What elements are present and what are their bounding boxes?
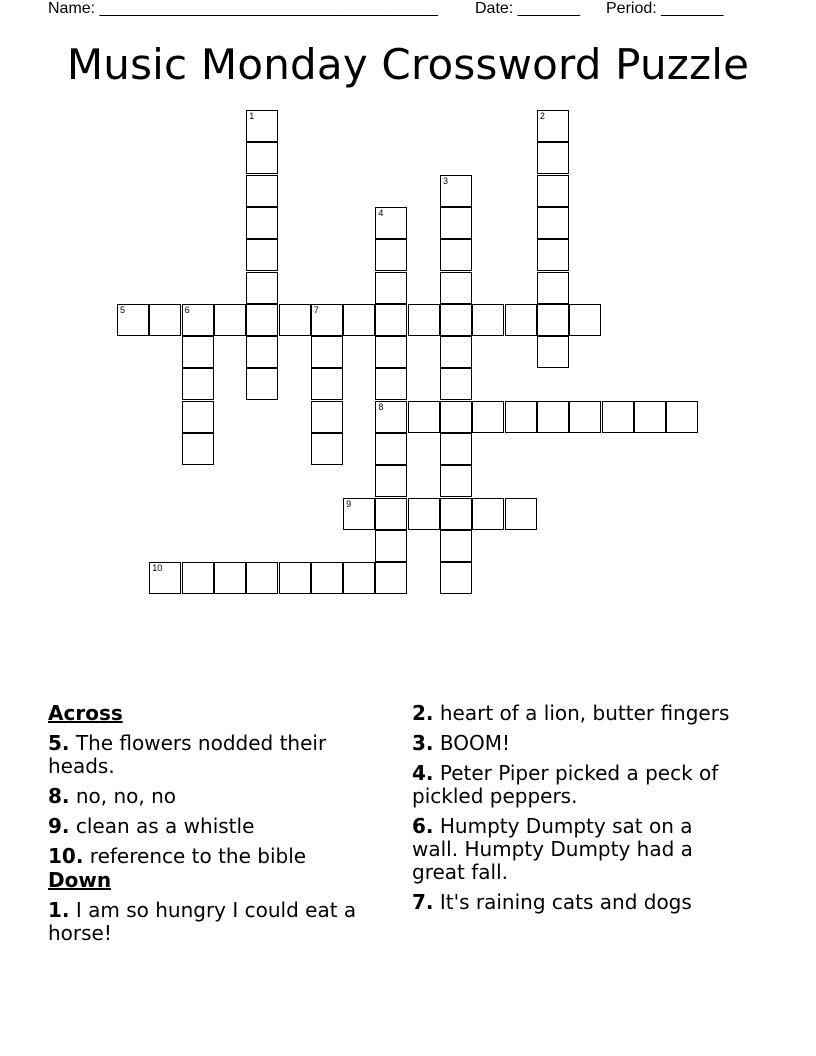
clue-text: reference to the bible	[89, 844, 307, 868]
clue-number: 6.	[412, 814, 434, 838]
crossword-cell[interactable]	[666, 401, 698, 433]
crossword-cell[interactable]	[214, 562, 246, 594]
crossword-cell[interactable]	[634, 401, 666, 433]
clue-number: 3.	[412, 731, 434, 755]
crossword-cell[interactable]	[537, 401, 569, 433]
crossword-cell[interactable]	[602, 401, 634, 433]
crossword-cell[interactable]	[537, 110, 569, 142]
crossword-cell[interactable]	[408, 304, 440, 336]
crossword-cell[interactable]	[440, 530, 472, 562]
clue-number: 8.	[48, 784, 70, 808]
period-field[interactable]: Period: _______	[606, 0, 724, 17]
crossword-cell[interactable]	[440, 336, 472, 368]
crossword-cell[interactable]	[246, 368, 278, 400]
crossword-cell[interactable]	[537, 336, 569, 368]
clue-number: 7.	[412, 890, 434, 914]
crossword-cell[interactable]	[375, 239, 407, 271]
clues-left-column	[48, 702, 393, 952]
crossword-cell[interactable]	[311, 562, 343, 594]
crossword-cell[interactable]	[246, 562, 278, 594]
crossword-cell[interactable]	[505, 304, 537, 336]
crossword-cell[interactable]	[537, 304, 569, 336]
clue-down-3	[412, 732, 742, 755]
crossword-cell[interactable]	[117, 304, 149, 336]
crossword-cell[interactable]	[408, 401, 440, 433]
crossword-cell[interactable]	[472, 498, 504, 530]
crossword-cell[interactable]	[537, 272, 569, 304]
crossword-cell[interactable]	[311, 401, 343, 433]
crossword-cell[interactable]	[182, 304, 214, 336]
clue-across-9	[48, 815, 393, 838]
clue-text: I am so hungry I could eat a horse!	[48, 898, 357, 945]
clue-down-2	[412, 702, 742, 725]
crossword-cell[interactable]	[440, 562, 472, 594]
clue-text: It's raining cats and dogs	[439, 890, 692, 914]
crossword-cell[interactable]	[375, 336, 407, 368]
clue-text: heart of a lion, butter fingers	[439, 701, 730, 725]
crossword-cell[interactable]	[182, 562, 214, 594]
clue-down-1	[48, 899, 393, 945]
across-heading: Across	[48, 701, 123, 725]
crossword-cell[interactable]	[472, 401, 504, 433]
crossword-cell[interactable]	[182, 401, 214, 433]
crossword-cell[interactable]	[537, 175, 569, 207]
clue-number: 10.	[48, 844, 84, 868]
clue-number-label: 2	[539, 111, 545, 121]
name-field[interactable]: Name: ______________________________________	[48, 0, 438, 17]
crossword-cell[interactable]	[311, 304, 343, 336]
crossword-cell[interactable]	[246, 207, 278, 239]
clue-text: The flowers nodded their heads.	[48, 731, 327, 778]
crossword-cell[interactable]	[279, 304, 311, 336]
clue-number: 5.	[48, 731, 70, 755]
clue-number-label: 4	[378, 207, 384, 218]
clue-text: clean as a whistle	[75, 814, 255, 838]
crossword-cell[interactable]	[505, 498, 537, 530]
crossword-cell[interactable]	[375, 304, 407, 336]
crossword-cell[interactable]	[311, 368, 343, 400]
clue-number-label: 6	[184, 304, 190, 315]
crossword-cell[interactable]	[375, 433, 407, 465]
clue-number: 4.	[412, 761, 434, 785]
clue-across-8	[48, 785, 393, 808]
clue-down-7	[412, 891, 742, 914]
crossword-cell[interactable]	[214, 304, 246, 336]
crossword-cell[interactable]	[343, 304, 375, 336]
crossword-cell[interactable]	[537, 142, 569, 174]
crossword-cell[interactable]	[246, 304, 278, 336]
clue-text: BOOM!	[439, 731, 511, 755]
crossword-cell[interactable]	[279, 562, 311, 594]
crossword-cell[interactable]	[182, 336, 214, 368]
crossword-cell[interactable]	[537, 239, 569, 271]
crossword-cell[interactable]	[182, 433, 214, 465]
page-title: Music Monday Crossword Puzzle	[66, 40, 750, 89]
clue-number-label: 7	[313, 304, 319, 315]
crossword-cell[interactable]	[440, 304, 472, 336]
clue-number-label: 10	[152, 563, 163, 574]
crossword-cell[interactable]	[472, 304, 504, 336]
crossword-cell[interactable]	[375, 498, 407, 530]
crossword-cell[interactable]	[537, 207, 569, 239]
clue-text: Peter Piper picked a peck of pickled peppers.	[412, 761, 719, 808]
crossword-cell[interactable]	[246, 175, 278, 207]
crossword-cell[interactable]	[311, 336, 343, 368]
crossword-cell[interactable]	[440, 498, 472, 530]
clue-number: 1.	[48, 898, 70, 922]
crossword-cell[interactable]	[375, 272, 407, 304]
clue-number-label: 1	[249, 111, 255, 121]
clue-text: Humpty Dumpty sat on a wall. Humpty Dumpty had a great fall.	[412, 814, 693, 884]
crossword-cell[interactable]	[182, 368, 214, 400]
clue-number: 9.	[48, 814, 70, 838]
clue-across-5	[48, 732, 393, 778]
crossword-cell[interactable]	[246, 272, 278, 304]
crossword-cell[interactable]	[375, 207, 407, 239]
crossword-cell[interactable]	[408, 498, 440, 530]
clue-number-label: 5	[120, 304, 126, 315]
clue-number-label: 9	[346, 498, 352, 509]
crossword-cell[interactable]	[505, 401, 537, 433]
crossword-cell[interactable]	[569, 401, 601, 433]
crossword-cell[interactable]	[440, 465, 472, 497]
crossword-cell[interactable]	[440, 272, 472, 304]
crossword-cell[interactable]	[440, 433, 472, 465]
clue-down-6	[412, 815, 742, 884]
down-heading: Down	[48, 868, 112, 892]
clue-down-4	[412, 762, 742, 808]
crossword-cell[interactable]	[375, 465, 407, 497]
crossword-cell[interactable]	[311, 433, 343, 465]
clue-across-10	[48, 845, 393, 868]
crossword-cell[interactable]	[569, 304, 601, 336]
clues-right-column	[412, 702, 742, 921]
crossword-cell[interactable]	[375, 368, 407, 400]
clue-text: no, no, no	[75, 784, 177, 808]
crossword-cell[interactable]	[246, 142, 278, 174]
clue-number-label: 8	[378, 401, 384, 412]
crossword-cell[interactable]	[375, 562, 407, 594]
crossword-cell[interactable]	[246, 336, 278, 368]
crossword-cell[interactable]	[440, 239, 472, 271]
crossword-cell[interactable]	[440, 401, 472, 433]
clue-number-label: 3	[443, 175, 449, 186]
crossword-cell[interactable]	[440, 175, 472, 207]
crossword-cell[interactable]	[440, 207, 472, 239]
crossword-cell[interactable]	[343, 498, 375, 530]
date-field[interactable]: Date: _______	[475, 0, 580, 17]
crossword-cell[interactable]	[246, 239, 278, 271]
clue-number: 2.	[412, 701, 434, 725]
crossword-cell[interactable]	[246, 110, 278, 142]
crossword-cell[interactable]	[440, 368, 472, 400]
crossword-cell[interactable]	[375, 530, 407, 562]
crossword-cell[interactable]	[343, 562, 375, 594]
crossword-cell[interactable]	[149, 562, 181, 594]
crossword-cell[interactable]	[375, 401, 407, 433]
crossword-cell[interactable]	[149, 304, 181, 336]
